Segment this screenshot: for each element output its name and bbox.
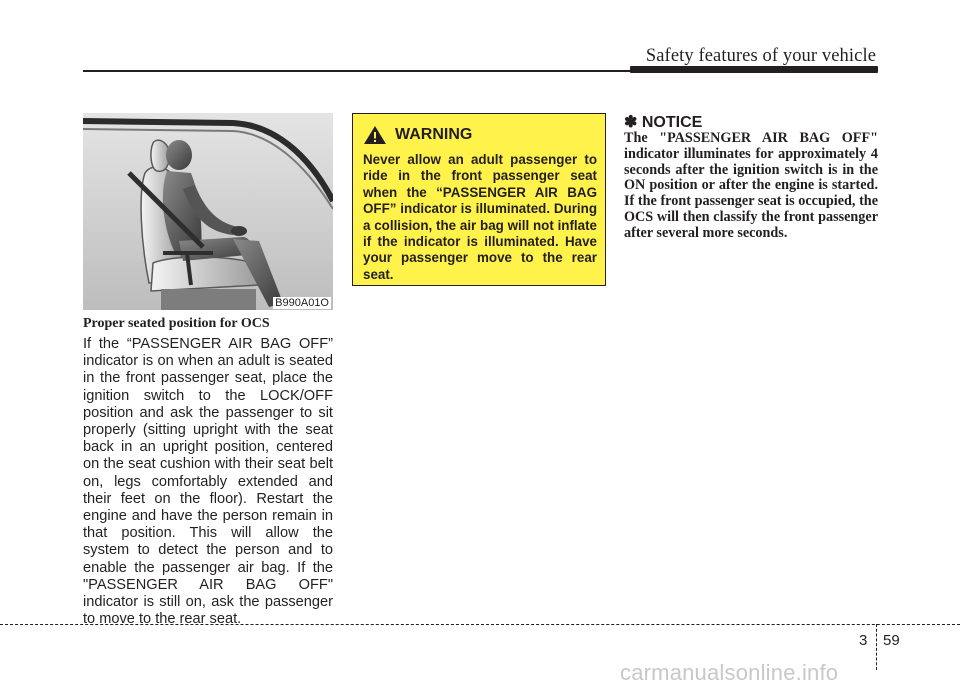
page-number: 59: [883, 632, 900, 649]
warning-title: WARNING: [395, 126, 473, 143]
warning-box: [352, 113, 606, 286]
figure-code: B990A01O: [275, 297, 329, 309]
notice-title: ✽ NOTICE: [624, 114, 703, 131]
footer-rule: [0, 624, 960, 625]
warning-heading: [363, 124, 597, 146]
watermark: carmanualsonline.info: [620, 660, 839, 685]
body-paragraph: If the “PASSENGER AIR BAG OFF” indicator is on when an adult is seated in the front passenger seat, place the ignition switch to the LOCK/OFF position and ask the passenger to sit properly (sitting upright with the seat back in an upright position, centered on the seat cushion with their seat belt on, legs comfortably extended and their feet on the floor). Restart the engine and have the person remain in that position. This will allow the system to detect the person and to enable the passenger air bag. If the "PASSENGER AIR BAG OFF" indicator is still on, ask the passenger to move to the rear seat.: [83, 336, 333, 628]
warning-triangle-icon: [363, 125, 387, 145]
footer-divider: [876, 624, 877, 670]
notice-text: The "PASSENGER AIR BAG OFF" indicator illuminates for approximately 4 seconds after the ignition switch is in the ON position or after the engine is started. If the front passenger seat is occupied, the OCS will then classify the front passenger after several more seconds.: [624, 130, 878, 241]
header-rule-accent: [630, 66, 878, 73]
ocs-seat-illustration: [83, 113, 333, 310]
figure-caption: Proper seated position for OCS: [83, 316, 270, 331]
seated-passenger-illustration: [83, 113, 333, 310]
chapter-number: 3: [859, 632, 868, 649]
section-title: Safety features of your vehicle: [645, 46, 876, 66]
warning-text: Never allow an adult passenger to ride in the front passenger seat when the “PASSENGER AIR BAG OFF” indicator is illuminated. During a collision, the air bag will not inflate if the indicator is illuminated. Have your passenger move to the rear seat.: [363, 152, 597, 282]
